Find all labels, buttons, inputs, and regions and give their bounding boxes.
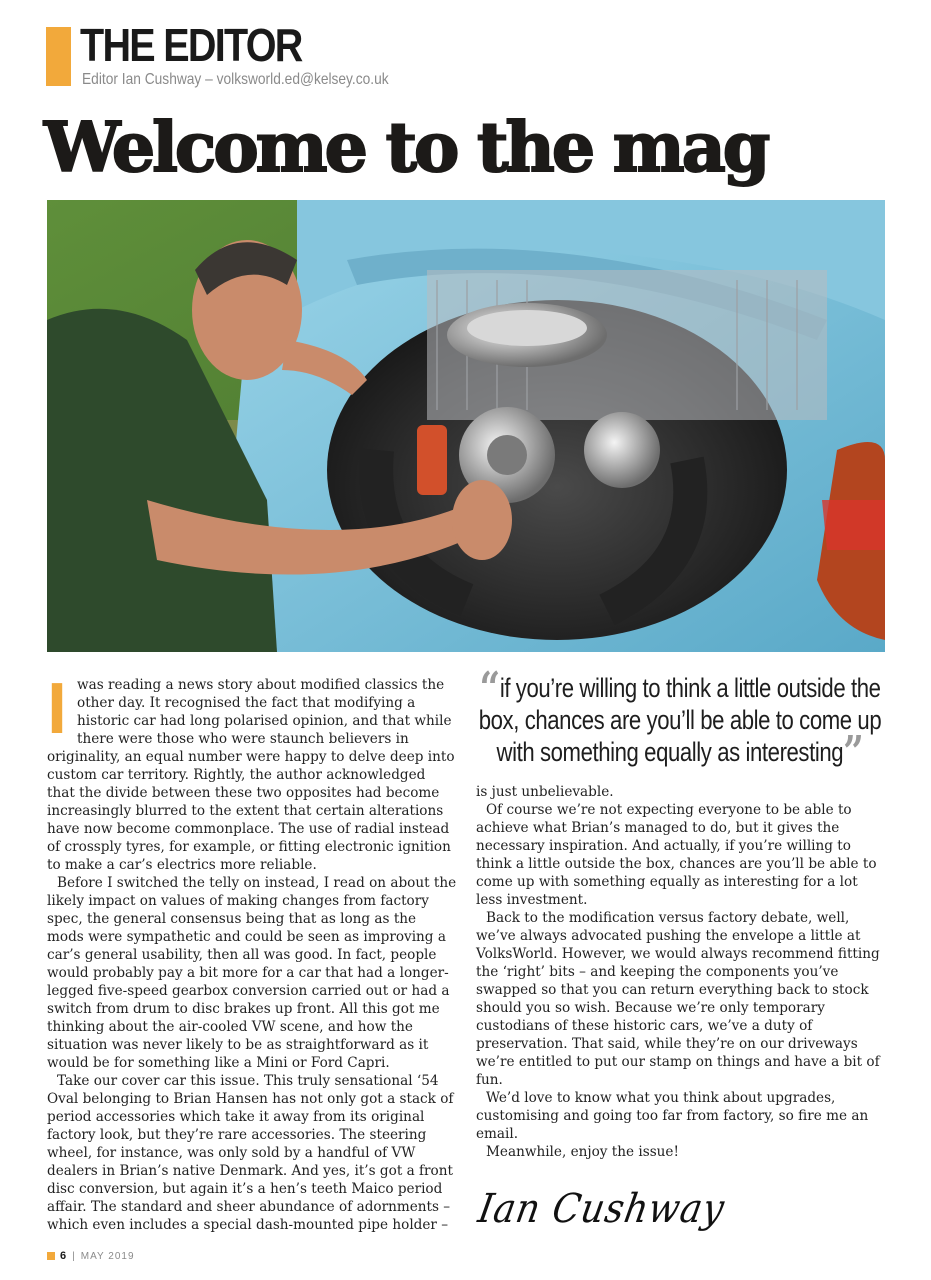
editor-signature: Ian Cushway <box>474 1186 729 1232</box>
pull-quote-text: if you’re willing to think a little outside the box, chances are you’ll be able to come up with something equally as interesting <box>478 673 882 767</box>
page-headline: Welcome to the mag <box>44 108 768 188</box>
editor-credit: Editor Ian Cushway – volksworld.ed@kelsey.co.uk <box>82 71 389 88</box>
open-quote-icon: “ <box>479 663 500 714</box>
page-number: 6 <box>60 1250 68 1262</box>
section-title: THE EDITOR <box>80 19 302 71</box>
article-paragraph: was reading a news story about modified classics the other day. It recognised the fact that modifying a historic car had long polarised opinion, and that while there were those who were staunch believers in originality, an equal number were happy to delve deep into custom car territory. Rightly, the author acknowledged that the divide between these two opposites had become increasingly blurred to the extent that certain alterations have now become commonplace. The use of radial instead of crossply tyres, for example, or fitting electronic ignition to make a car’s electrics more reliable. <box>47 677 455 873</box>
pull-quote <box>470 663 890 778</box>
drop-cap: I <box>47 669 68 749</box>
feature-photo <box>47 200 885 652</box>
article-paragraph: Back to the modification versus factory debate, well, we’ve always advocated pushing the envelope a little at VolksWorld. However, we would always recommend fitting the ‘right’ bits – and keeping the components you’ve swapped so that you can return everything back to stock should you so wish. Because we’re only temporary custodians of these historic cars, we’ve a duty of preservation. That said, while they’re on our driveways we’re entitled to put our stamp on things and have a bit of fun. <box>476 910 880 1088</box>
close-quote-icon: ” <box>843 727 864 778</box>
folio-separator: | <box>72 1250 76 1262</box>
article-column-right <box>476 783 886 1161</box>
folio-square-icon <box>47 1252 55 1260</box>
photo-icon <box>47 200 885 652</box>
article-paragraph: We’d love to know what you think about upgrades, customising and going too far from factory, so fire me an email. <box>476 1090 869 1142</box>
page-folio <box>47 1250 135 1262</box>
article-paragraph: Meanwhile, enjoy the issue! <box>486 1144 679 1160</box>
article-paragraph: Before I switched the telly on instead, I read on about the likely impact on values of making changes from factory spec, the general consensus being that as long as the mods were sympathetic and could be seen as improving a car’s general usability, then all was good. In fact, people would probably pay a bit more for a car that had a longer-legged five-speed gearbox conversion carried out or had a switch from drum to disc brakes up front. All this got me thinking about the air-cooled VW scene, and how the situation was never likely to be as straightforward as it would be for something like a Mini or Ford Capri. <box>47 875 457 1071</box>
article-paragraph: Take our cover car this issue. This truly sensational ‘54 Oval belonging to Brian Hansen has not only got a stack of period accessories which take it away from its original factory look, but they’re rare accessories. The steering wheel, for instance, was only sold by a handful of VW dealers in Brian’s native Denmark. And yes, it’s got a front disc conversion, but again it’s a hen’s teeth Maico period affair. The standard and sheer abundance of adornments – which even includes a special dash-mounted pipe holder – <box>47 1073 454 1233</box>
issue-date: MAY 2019 <box>80 1250 135 1262</box>
article-paragraph: Of course we’re not expecting everyone to be able to achieve what Brian’s managed to do, but it gives the necessary inspiration. And actually, if you’re willing to think a little outside the box, chances are you’ll be able to come up with something equally as interesting for a lot less investment. <box>476 802 877 908</box>
section-accent-bar <box>46 27 71 86</box>
article-paragraph: is just unbelievable. <box>476 784 614 800</box>
article-column-left <box>47 669 457 1234</box>
